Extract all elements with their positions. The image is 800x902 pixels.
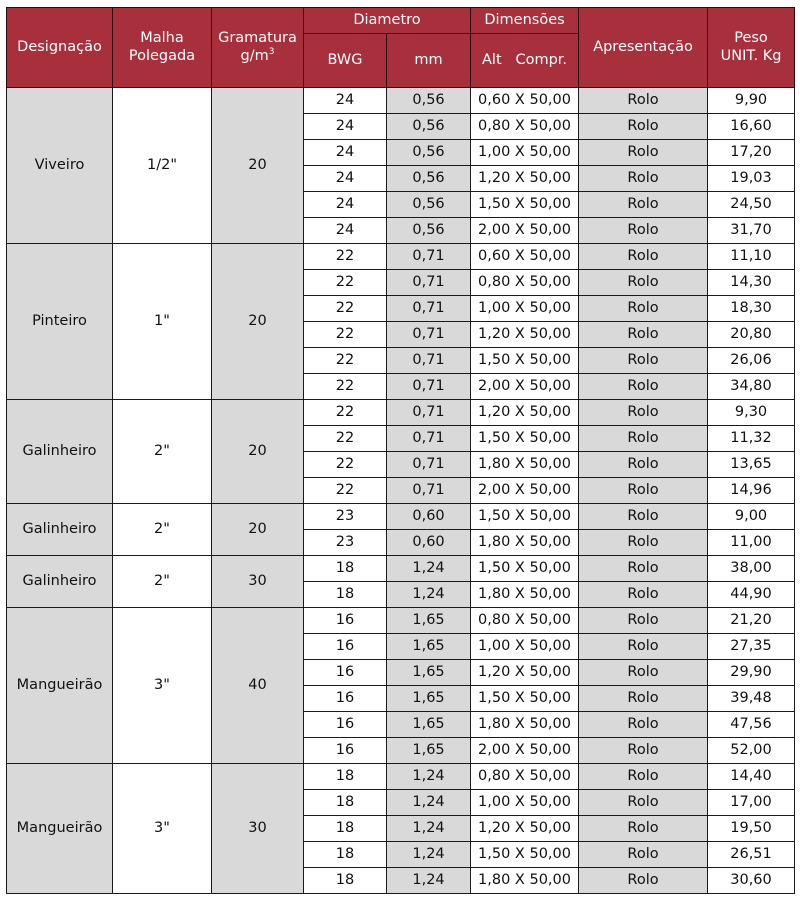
apresentacao-cell: Rolo (579, 296, 708, 322)
bwg-cell: 18 (304, 556, 387, 582)
dimensoes-cell: 1,50 X 50,00 (471, 556, 579, 582)
peso-cell: 11,00 (708, 530, 795, 556)
dimensoes-cell: 0,80 X 50,00 (471, 764, 579, 790)
bwg-cell: 23 (304, 530, 387, 556)
peso-cell: 9,90 (708, 88, 795, 114)
dimensoes-cell: 2,00 X 50,00 (471, 478, 579, 504)
bwg-cell: 16 (304, 738, 387, 764)
mm-cell: 0,60 (387, 530, 471, 556)
header-bwg: BWG (304, 34, 387, 88)
mm-cell: 0,71 (387, 348, 471, 374)
header-designacao: Designação (7, 8, 113, 88)
dimensoes-cell: 1,20 X 50,00 (471, 322, 579, 348)
peso-cell: 13,65 (708, 452, 795, 478)
table-row (7, 400, 795, 426)
bwg-cell: 16 (304, 686, 387, 712)
apresentacao-cell: Rolo (579, 582, 708, 608)
dimensoes-cell: 2,00 X 50,00 (471, 738, 579, 764)
peso-cell: 14,30 (708, 270, 795, 296)
apresentacao-cell: Rolo (579, 738, 708, 764)
peso-cell: 26,51 (708, 842, 795, 868)
apresentacao-cell: Rolo (579, 426, 708, 452)
apresentacao-cell: Rolo (579, 166, 708, 192)
bwg-cell: 18 (304, 582, 387, 608)
malha-cell: 2" (113, 400, 212, 504)
table-row (7, 556, 795, 582)
peso-cell: 11,32 (708, 426, 795, 452)
dimensoes-cell: 1,50 X 50,00 (471, 192, 579, 218)
peso-cell: 26,06 (708, 348, 795, 374)
mm-cell: 1,24 (387, 556, 471, 582)
mm-cell: 1,65 (387, 608, 471, 634)
peso-cell: 16,60 (708, 114, 795, 140)
bwg-cell: 24 (304, 114, 387, 140)
dimensoes-cell: 1,00 X 50,00 (471, 296, 579, 322)
bwg-cell: 24 (304, 192, 387, 218)
bwg-cell: 18 (304, 842, 387, 868)
dimensoes-cell: 1,80 X 50,00 (471, 530, 579, 556)
mm-cell: 0,71 (387, 400, 471, 426)
peso-cell: 17,00 (708, 790, 795, 816)
peso-cell: 19,03 (708, 166, 795, 192)
mm-cell: 1,24 (387, 790, 471, 816)
apresentacao-cell: Rolo (579, 764, 708, 790)
header-apresentacao: Apresentação (579, 8, 708, 88)
apresentacao-cell: Rolo (579, 270, 708, 296)
dimensoes-cell: 1,80 X 50,00 (471, 868, 579, 894)
mm-cell: 0,71 (387, 322, 471, 348)
designacao-cell: Pinteiro (7, 244, 113, 400)
bwg-cell: 22 (304, 478, 387, 504)
dimensoes-cell: 1,20 X 50,00 (471, 816, 579, 842)
bwg-cell: 16 (304, 712, 387, 738)
table-row (7, 504, 795, 530)
apresentacao-cell: Rolo (579, 530, 708, 556)
peso-cell: 18,30 (708, 296, 795, 322)
dimensoes-cell: 1,80 X 50,00 (471, 712, 579, 738)
product-spec-table (6, 7, 795, 894)
gramatura-cell: 20 (212, 400, 304, 504)
gramatura-cell: 20 (212, 244, 304, 400)
peso-cell: 34,80 (708, 374, 795, 400)
dimensoes-cell: 1,80 X 50,00 (471, 452, 579, 478)
table-row (7, 608, 795, 634)
dimensoes-cell: 1,20 X 50,00 (471, 166, 579, 192)
apresentacao-cell: Rolo (579, 452, 708, 478)
dimensoes-cell: 1,50 X 50,00 (471, 686, 579, 712)
mm-cell: 0,71 (387, 296, 471, 322)
apresentacao-cell: Rolo (579, 218, 708, 244)
mm-cell: 1,65 (387, 738, 471, 764)
dimensoes-cell: 1,20 X 50,00 (471, 400, 579, 426)
peso-cell: 39,48 (708, 686, 795, 712)
mm-cell: 0,56 (387, 218, 471, 244)
dimensoes-cell: 2,00 X 50,00 (471, 218, 579, 244)
peso-cell: 9,00 (708, 504, 795, 530)
mm-cell: 0,60 (387, 504, 471, 530)
malha-cell: 1/2" (113, 88, 212, 244)
table-header (7, 8, 795, 88)
apresentacao-cell: Rolo (579, 244, 708, 270)
dimensoes-cell: 1,50 X 50,00 (471, 504, 579, 530)
malha-cell: 2" (113, 556, 212, 608)
mm-cell: 0,71 (387, 374, 471, 400)
mm-cell: 0,71 (387, 270, 471, 296)
apresentacao-cell: Rolo (579, 140, 708, 166)
apresentacao-cell: Rolo (579, 504, 708, 530)
apresentacao-cell: Rolo (579, 842, 708, 868)
apresentacao-cell: Rolo (579, 634, 708, 660)
peso-cell: 52,00 (708, 738, 795, 764)
header-mm: mm (387, 34, 471, 88)
dimensoes-cell: 0,60 X 50,00 (471, 244, 579, 270)
mm-cell: 0,71 (387, 478, 471, 504)
dimensoes-cell: 1,00 X 50,00 (471, 634, 579, 660)
bwg-cell: 18 (304, 764, 387, 790)
gramatura-cell: 20 (212, 88, 304, 244)
peso-cell: 14,96 (708, 478, 795, 504)
bwg-cell: 22 (304, 348, 387, 374)
bwg-cell: 22 (304, 296, 387, 322)
dimensoes-cell: 1,80 X 50,00 (471, 582, 579, 608)
peso-cell: 31,70 (708, 218, 795, 244)
dimensoes-cell: 1,50 X 50,00 (471, 348, 579, 374)
gramatura-cell: 20 (212, 504, 304, 556)
peso-cell: 47,56 (708, 712, 795, 738)
header-gramatura: Gramatura $g/m^3$ (212, 8, 304, 88)
apresentacao-cell: Rolo (579, 322, 708, 348)
header-gramatura-unit: $g/m^3$ (240, 46, 275, 64)
bwg-cell: 22 (304, 426, 387, 452)
mm-cell: 0,56 (387, 88, 471, 114)
dimensoes-cell: 1,00 X 50,00 (471, 140, 579, 166)
bwg-cell: 18 (304, 816, 387, 842)
designacao-cell: Mangueirão (7, 764, 113, 894)
apresentacao-cell: Rolo (579, 400, 708, 426)
apresentacao-cell: Rolo (579, 868, 708, 894)
table-body (7, 88, 795, 894)
designacao-cell: Galinheiro (7, 400, 113, 504)
designacao-cell: Mangueirão (7, 608, 113, 764)
dimensoes-cell: 2,00 X 50,00 (471, 374, 579, 400)
peso-cell: 20,80 (708, 322, 795, 348)
apresentacao-cell: Rolo (579, 816, 708, 842)
dimensoes-cell: 0,80 X 50,00 (471, 114, 579, 140)
bwg-cell: 22 (304, 400, 387, 426)
gramatura-cell: 30 (212, 556, 304, 608)
bwg-cell: 22 (304, 374, 387, 400)
gramatura-cell: 30 (212, 764, 304, 894)
bwg-cell: 22 (304, 270, 387, 296)
dimensoes-cell: 0,80 X 50,00 (471, 270, 579, 296)
designacao-cell: Galinheiro (7, 504, 113, 556)
header-malha: Malha Polegada (113, 8, 212, 88)
bwg-cell: 16 (304, 608, 387, 634)
mm-cell: 1,24 (387, 582, 471, 608)
bwg-cell: 16 (304, 634, 387, 660)
table-row (7, 88, 795, 114)
dimensoes-cell: 1,50 X 50,00 (471, 426, 579, 452)
mm-cell: 1,24 (387, 816, 471, 842)
bwg-cell: 23 (304, 504, 387, 530)
mm-cell: 1,24 (387, 842, 471, 868)
bwg-cell: 24 (304, 166, 387, 192)
peso-cell: 38,00 (708, 556, 795, 582)
header-diametro: Diametro (304, 8, 471, 34)
bwg-cell: 22 (304, 452, 387, 478)
peso-cell: 24,50 (708, 192, 795, 218)
dimensoes-cell: 1,00 X 50,00 (471, 790, 579, 816)
bwg-cell: 24 (304, 218, 387, 244)
apresentacao-cell: Rolo (579, 348, 708, 374)
peso-cell: 11,10 (708, 244, 795, 270)
dimensoes-cell: 1,50 X 50,00 (471, 842, 579, 868)
mm-cell: 1,65 (387, 634, 471, 660)
designacao-cell: Viveiro (7, 88, 113, 244)
mm-cell: 0,56 (387, 140, 471, 166)
peso-cell: 14,40 (708, 764, 795, 790)
apresentacao-cell: Rolo (579, 608, 708, 634)
dimensoes-cell: 1,20 X 50,00 (471, 660, 579, 686)
apresentacao-cell: Rolo (579, 374, 708, 400)
bwg-cell: 18 (304, 868, 387, 894)
malha-cell: 3" (113, 608, 212, 764)
peso-cell: 30,60 (708, 868, 795, 894)
header-peso: Peso UNIT. Kg (708, 8, 795, 88)
peso-cell: 21,20 (708, 608, 795, 634)
apresentacao-cell: Rolo (579, 790, 708, 816)
table-row (7, 244, 795, 270)
mm-cell: 1,65 (387, 686, 471, 712)
malha-cell: 3" (113, 764, 212, 894)
mm-cell: 1,24 (387, 764, 471, 790)
bwg-cell: 16 (304, 660, 387, 686)
bwg-cell: 18 (304, 790, 387, 816)
mm-cell: 1,24 (387, 868, 471, 894)
peso-cell: 29,90 (708, 660, 795, 686)
malha-cell: 1" (113, 244, 212, 400)
table-row (7, 764, 795, 790)
malha-cell: 2" (113, 504, 212, 556)
header-alt-compr: Alt Compr. (471, 34, 579, 88)
bwg-cell: 22 (304, 322, 387, 348)
designacao-cell: Galinheiro (7, 556, 113, 608)
mm-cell: 0,56 (387, 192, 471, 218)
bwg-cell: 24 (304, 88, 387, 114)
mm-cell: 0,71 (387, 244, 471, 270)
peso-cell: 17,20 (708, 140, 795, 166)
mm-cell: 0,56 (387, 114, 471, 140)
apresentacao-cell: Rolo (579, 192, 708, 218)
bwg-cell: 24 (304, 140, 387, 166)
apresentacao-cell: Rolo (579, 556, 708, 582)
dimensoes-cell: 0,80 X 50,00 (471, 608, 579, 634)
mm-cell: 1,65 (387, 712, 471, 738)
gramatura-cell: 40 (212, 608, 304, 764)
apresentacao-cell: Rolo (579, 660, 708, 686)
peso-cell: 27,35 (708, 634, 795, 660)
apresentacao-cell: Rolo (579, 114, 708, 140)
apresentacao-cell: Rolo (579, 712, 708, 738)
apresentacao-cell: Rolo (579, 478, 708, 504)
peso-cell: 19,50 (708, 816, 795, 842)
dimensoes-cell: 0,60 X 50,00 (471, 88, 579, 114)
mm-cell: 0,71 (387, 452, 471, 478)
apresentacao-cell: Rolo (579, 88, 708, 114)
header-dimensoes: Dimensões (471, 8, 579, 34)
peso-cell: 44,90 (708, 582, 795, 608)
mm-cell: 0,56 (387, 166, 471, 192)
mm-cell: 1,65 (387, 660, 471, 686)
bwg-cell: 22 (304, 244, 387, 270)
apresentacao-cell: Rolo (579, 686, 708, 712)
mm-cell: 0,71 (387, 426, 471, 452)
peso-cell: 9,30 (708, 400, 795, 426)
